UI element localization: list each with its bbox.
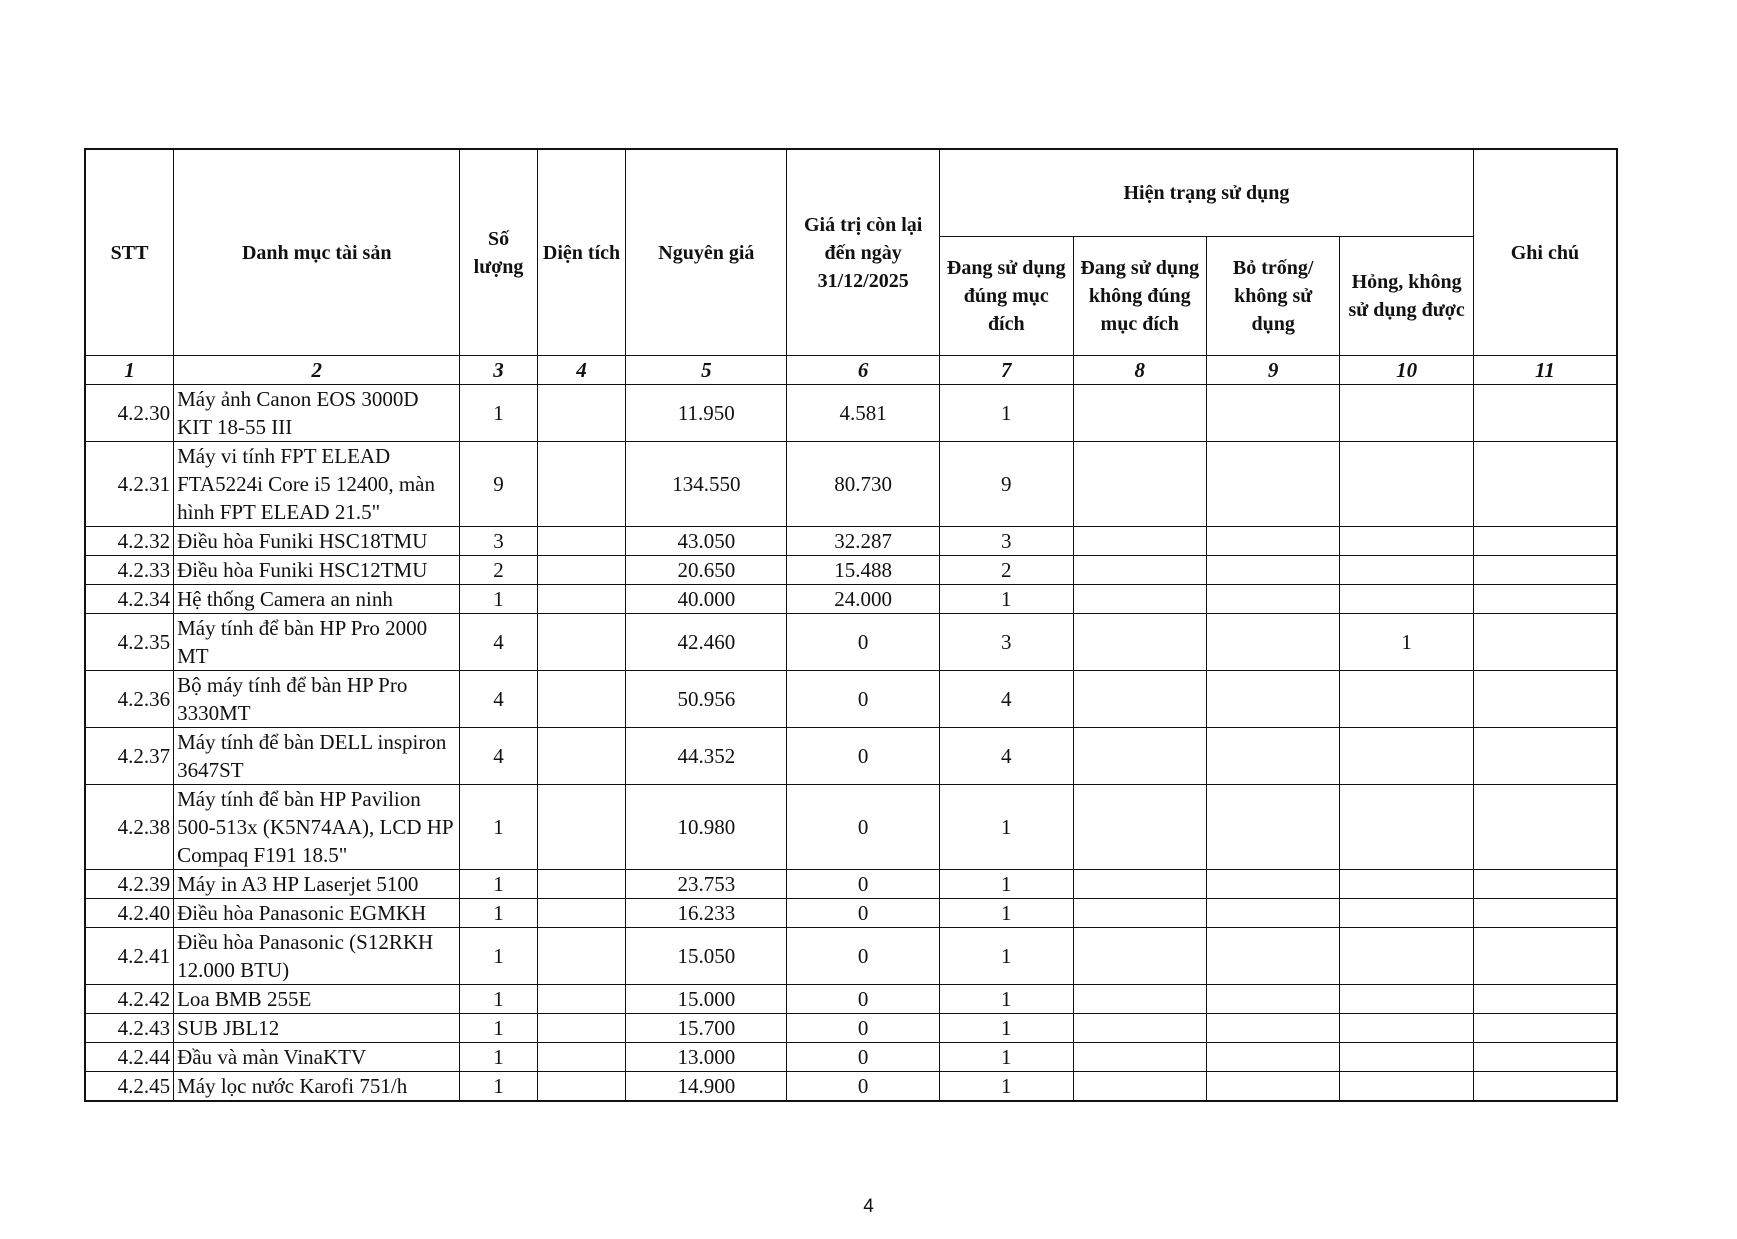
row-remaining-value: 80.730 — [787, 442, 940, 527]
row-note — [1473, 585, 1617, 614]
page-number: 4 — [863, 1196, 874, 1217]
row-in-use-correct: 4 — [940, 671, 1073, 728]
row-unused — [1206, 671, 1339, 728]
row-stt: 4.2.41 — [85, 928, 174, 985]
row-in-use-incorrect — [1073, 614, 1206, 671]
row-area — [537, 1072, 626, 1102]
row-asset-name: Đầu và màn VinaKTV — [174, 1043, 460, 1072]
row-stt: 4.2.34 — [85, 585, 174, 614]
table-row — [85, 899, 1617, 928]
row-remaining-value: 0 — [787, 985, 940, 1014]
row-broken — [1340, 1043, 1473, 1072]
row-in-use-incorrect — [1073, 899, 1206, 928]
row-quantity: 1 — [460, 985, 537, 1014]
table-row — [85, 928, 1617, 985]
row-quantity: 4 — [460, 614, 537, 671]
header-row — [85, 149, 1617, 237]
row-area — [537, 899, 626, 928]
row-remaining-value: 0 — [787, 728, 940, 785]
row-remaining-value: 0 — [787, 671, 940, 728]
table-body — [85, 385, 1617, 1102]
row-original-price: 13.000 — [626, 1043, 787, 1072]
column-index: 5 — [626, 356, 787, 385]
row-in-use-correct: 1 — [940, 870, 1073, 899]
row-broken — [1340, 928, 1473, 985]
table-row — [85, 556, 1617, 585]
row-note — [1473, 671, 1617, 728]
row-in-use-incorrect — [1073, 1043, 1206, 1072]
row-quantity: 1 — [460, 1043, 537, 1072]
header-asset-name: Danh mục tài sản — [174, 149, 460, 356]
row-stt: 4.2.35 — [85, 614, 174, 671]
header-unused: Bỏ trống/ không sử dụng — [1206, 237, 1339, 356]
table-row — [85, 1072, 1617, 1102]
row-asset-name: Điều hòa Funiki HSC12TMU — [174, 556, 460, 585]
row-asset-name: Hệ thống Camera an ninh — [174, 585, 460, 614]
header-usage-status: Hiện trạng sử dụng — [940, 149, 1474, 237]
row-area — [537, 671, 626, 728]
row-quantity: 1 — [460, 1014, 537, 1043]
row-unused — [1206, 585, 1339, 614]
row-stt: 4.2.36 — [85, 671, 174, 728]
header-note: Ghi chú — [1473, 149, 1617, 356]
table-row — [85, 614, 1617, 671]
row-note — [1473, 1072, 1617, 1102]
row-stt: 4.2.37 — [85, 728, 174, 785]
row-in-use-correct: 1 — [940, 985, 1073, 1014]
column-index: 11 — [1473, 356, 1617, 385]
row-unused — [1206, 556, 1339, 585]
row-original-price: 15.700 — [626, 1014, 787, 1043]
row-stt: 4.2.42 — [85, 985, 174, 1014]
row-broken — [1340, 985, 1473, 1014]
header-remaining-value: Giá trị còn lại đến ngày 31/12/2025 — [787, 149, 940, 356]
row-quantity: 1 — [460, 585, 537, 614]
row-stt: 4.2.32 — [85, 527, 174, 556]
row-original-price: 11.950 — [626, 385, 787, 442]
row-remaining-value: 0 — [787, 899, 940, 928]
row-broken — [1340, 1014, 1473, 1043]
row-broken — [1340, 1072, 1473, 1102]
row-note — [1473, 1014, 1617, 1043]
row-asset-name: Máy tính để bàn DELL inspiron 3647ST — [174, 728, 460, 785]
table-row — [85, 442, 1617, 527]
row-quantity: 4 — [460, 671, 537, 728]
header-stt: STT — [85, 149, 174, 356]
row-in-use-incorrect — [1073, 527, 1206, 556]
row-in-use-incorrect — [1073, 1014, 1206, 1043]
row-remaining-value: 24.000 — [787, 585, 940, 614]
row-original-price: 134.550 — [626, 442, 787, 527]
asset-table — [84, 148, 1618, 1102]
row-unused — [1206, 928, 1339, 985]
row-in-use-incorrect — [1073, 671, 1206, 728]
row-note — [1473, 985, 1617, 1014]
row-quantity: 1 — [460, 1072, 537, 1102]
column-index: 3 — [460, 356, 537, 385]
row-in-use-correct: 1 — [940, 785, 1073, 870]
row-in-use-incorrect — [1073, 870, 1206, 899]
row-in-use-correct: 1 — [940, 385, 1073, 442]
row-original-price: 23.753 — [626, 870, 787, 899]
row-asset-name: Điều hòa Panasonic (S12RKH 12.000 BTU) — [174, 928, 460, 985]
row-note — [1473, 527, 1617, 556]
row-in-use-correct: 3 — [940, 527, 1073, 556]
row-stt: 4.2.31 — [85, 442, 174, 527]
header-in-use-incorrect: Đang sử dụng không đúng mục đích — [1073, 237, 1206, 356]
row-original-price: 14.900 — [626, 1072, 787, 1102]
row-original-price: 15.000 — [626, 985, 787, 1014]
row-asset-name: Điều hòa Panasonic EGMKH — [174, 899, 460, 928]
row-area — [537, 728, 626, 785]
header-original-price: Nguyên giá — [626, 149, 787, 356]
row-in-use-correct: 9 — [940, 442, 1073, 527]
row-in-use-incorrect — [1073, 442, 1206, 527]
row-original-price: 50.956 — [626, 671, 787, 728]
row-asset-name: SUB JBL12 — [174, 1014, 460, 1043]
table-row — [85, 985, 1617, 1014]
row-note — [1473, 556, 1617, 585]
row-in-use-incorrect — [1073, 1072, 1206, 1102]
row-in-use-incorrect — [1073, 556, 1206, 585]
row-remaining-value: 0 — [787, 1072, 940, 1102]
row-broken — [1340, 785, 1473, 870]
row-note — [1473, 614, 1617, 671]
row-unused — [1206, 614, 1339, 671]
row-asset-name: Máy tính để bàn HP Pro 2000 MT — [174, 614, 460, 671]
row-in-use-incorrect — [1073, 785, 1206, 870]
row-quantity: 1 — [460, 870, 537, 899]
row-in-use-correct: 1 — [940, 1072, 1073, 1102]
row-in-use-correct: 4 — [940, 728, 1073, 785]
row-asset-name: Máy lọc nước Karofi 751/h — [174, 1072, 460, 1102]
row-asset-name: Bộ máy tính để bàn HP Pro 3330MT — [174, 671, 460, 728]
row-remaining-value: 0 — [787, 785, 940, 870]
row-original-price: 43.050 — [626, 527, 787, 556]
row-original-price: 15.050 — [626, 928, 787, 985]
row-remaining-value: 0 — [787, 614, 940, 671]
row-quantity: 2 — [460, 556, 537, 585]
column-index: 1 — [85, 356, 174, 385]
row-stt: 4.2.33 — [85, 556, 174, 585]
row-unused — [1206, 870, 1339, 899]
row-note — [1473, 928, 1617, 985]
row-broken — [1340, 671, 1473, 728]
row-broken — [1340, 385, 1473, 442]
row-stt: 4.2.30 — [85, 385, 174, 442]
row-original-price: 42.460 — [626, 614, 787, 671]
row-area — [537, 585, 626, 614]
row-area — [537, 442, 626, 527]
row-broken: 1 — [1340, 614, 1473, 671]
row-in-use-incorrect — [1073, 385, 1206, 442]
row-broken — [1340, 556, 1473, 585]
column-index: 4 — [537, 356, 626, 385]
table-row — [85, 1014, 1617, 1043]
row-area — [537, 785, 626, 870]
row-area — [537, 385, 626, 442]
row-unused — [1206, 442, 1339, 527]
row-area — [537, 870, 626, 899]
row-remaining-value: 0 — [787, 870, 940, 899]
column-index: 9 — [1206, 356, 1339, 385]
row-in-use-correct: 1 — [940, 585, 1073, 614]
row-note — [1473, 728, 1617, 785]
row-area — [537, 614, 626, 671]
table-row — [85, 1043, 1617, 1072]
row-broken — [1340, 870, 1473, 899]
row-area — [537, 1014, 626, 1043]
row-stt: 4.2.44 — [85, 1043, 174, 1072]
column-index-row — [85, 356, 1617, 385]
row-original-price: 44.352 — [626, 728, 787, 785]
row-original-price: 16.233 — [626, 899, 787, 928]
table-row — [85, 671, 1617, 728]
row-in-use-incorrect — [1073, 928, 1206, 985]
row-note — [1473, 785, 1617, 870]
column-index: 7 — [940, 356, 1073, 385]
row-original-price: 10.980 — [626, 785, 787, 870]
row-asset-name: Máy tính để bàn HP Pavilion 500-513x (K5N74AA), LCD HP Compaq F191 18.5" — [174, 785, 460, 870]
row-in-use-correct: 1 — [940, 1014, 1073, 1043]
row-unused — [1206, 985, 1339, 1014]
row-quantity: 1 — [460, 385, 537, 442]
header-in-use-correct: Đang sử dụng đúng mục đích — [940, 237, 1073, 356]
row-broken — [1340, 442, 1473, 527]
row-broken — [1340, 527, 1473, 556]
header-quantity: Số lượng — [460, 149, 537, 356]
row-in-use-incorrect — [1073, 728, 1206, 785]
row-unused — [1206, 1014, 1339, 1043]
row-in-use-incorrect — [1073, 585, 1206, 614]
row-area — [537, 985, 626, 1014]
row-unused — [1206, 1043, 1339, 1072]
row-quantity: 1 — [460, 785, 537, 870]
row-stt: 4.2.39 — [85, 870, 174, 899]
row-area — [537, 556, 626, 585]
table-row — [85, 785, 1617, 870]
row-asset-name: Máy in A3 HP Laserjet 5100 — [174, 870, 460, 899]
row-unused — [1206, 527, 1339, 556]
row-asset-name: Máy vi tính FPT ELEAD FTA5224i Core i5 12400, màn hình FPT ELEAD 21.5" — [174, 442, 460, 527]
table-row — [85, 870, 1617, 899]
row-area — [537, 1043, 626, 1072]
row-in-use-correct: 2 — [940, 556, 1073, 585]
table-row — [85, 385, 1617, 442]
row-remaining-value: 4.581 — [787, 385, 940, 442]
row-note — [1473, 899, 1617, 928]
header-area: Diện tích — [537, 149, 626, 356]
row-note — [1473, 1043, 1617, 1072]
row-note — [1473, 870, 1617, 899]
column-index: 8 — [1073, 356, 1206, 385]
column-index: 2 — [174, 356, 460, 385]
row-quantity: 3 — [460, 527, 537, 556]
table-row — [85, 585, 1617, 614]
row-asset-name: Loa BMB 255E — [174, 985, 460, 1014]
row-unused — [1206, 385, 1339, 442]
column-index: 6 — [787, 356, 940, 385]
table-row — [85, 527, 1617, 556]
row-quantity: 1 — [460, 928, 537, 985]
row-unused — [1206, 1072, 1339, 1102]
row-in-use-correct: 1 — [940, 928, 1073, 985]
row-broken — [1340, 585, 1473, 614]
row-original-price: 20.650 — [626, 556, 787, 585]
row-stt: 4.2.43 — [85, 1014, 174, 1043]
row-quantity: 1 — [460, 899, 537, 928]
row-asset-name: Điều hòa Funiki HSC18TMU — [174, 527, 460, 556]
row-note — [1473, 442, 1617, 527]
row-unused — [1206, 785, 1339, 870]
row-quantity: 4 — [460, 728, 537, 785]
row-note — [1473, 385, 1617, 442]
row-in-use-correct: 3 — [940, 614, 1073, 671]
column-index: 10 — [1340, 356, 1473, 385]
row-in-use-incorrect — [1073, 985, 1206, 1014]
row-remaining-value: 15.488 — [787, 556, 940, 585]
row-unused — [1206, 728, 1339, 785]
row-in-use-correct: 1 — [940, 899, 1073, 928]
row-remaining-value: 32.287 — [787, 527, 940, 556]
row-remaining-value: 0 — [787, 1014, 940, 1043]
row-quantity: 9 — [460, 442, 537, 527]
row-area — [537, 928, 626, 985]
row-broken — [1340, 899, 1473, 928]
row-broken — [1340, 728, 1473, 785]
row-stt: 4.2.40 — [85, 899, 174, 928]
row-in-use-correct: 1 — [940, 1043, 1073, 1072]
row-stt: 4.2.45 — [85, 1072, 174, 1102]
row-stt: 4.2.38 — [85, 785, 174, 870]
row-remaining-value: 0 — [787, 928, 940, 985]
header-broken: Hỏng, không sử dụng được — [1340, 237, 1473, 356]
row-unused — [1206, 899, 1339, 928]
table-row — [85, 728, 1617, 785]
row-area — [537, 527, 626, 556]
row-asset-name: Máy ảnh Canon EOS 3000D KIT 18-55 III — [174, 385, 460, 442]
row-remaining-value: 0 — [787, 1043, 940, 1072]
row-original-price: 40.000 — [626, 585, 787, 614]
